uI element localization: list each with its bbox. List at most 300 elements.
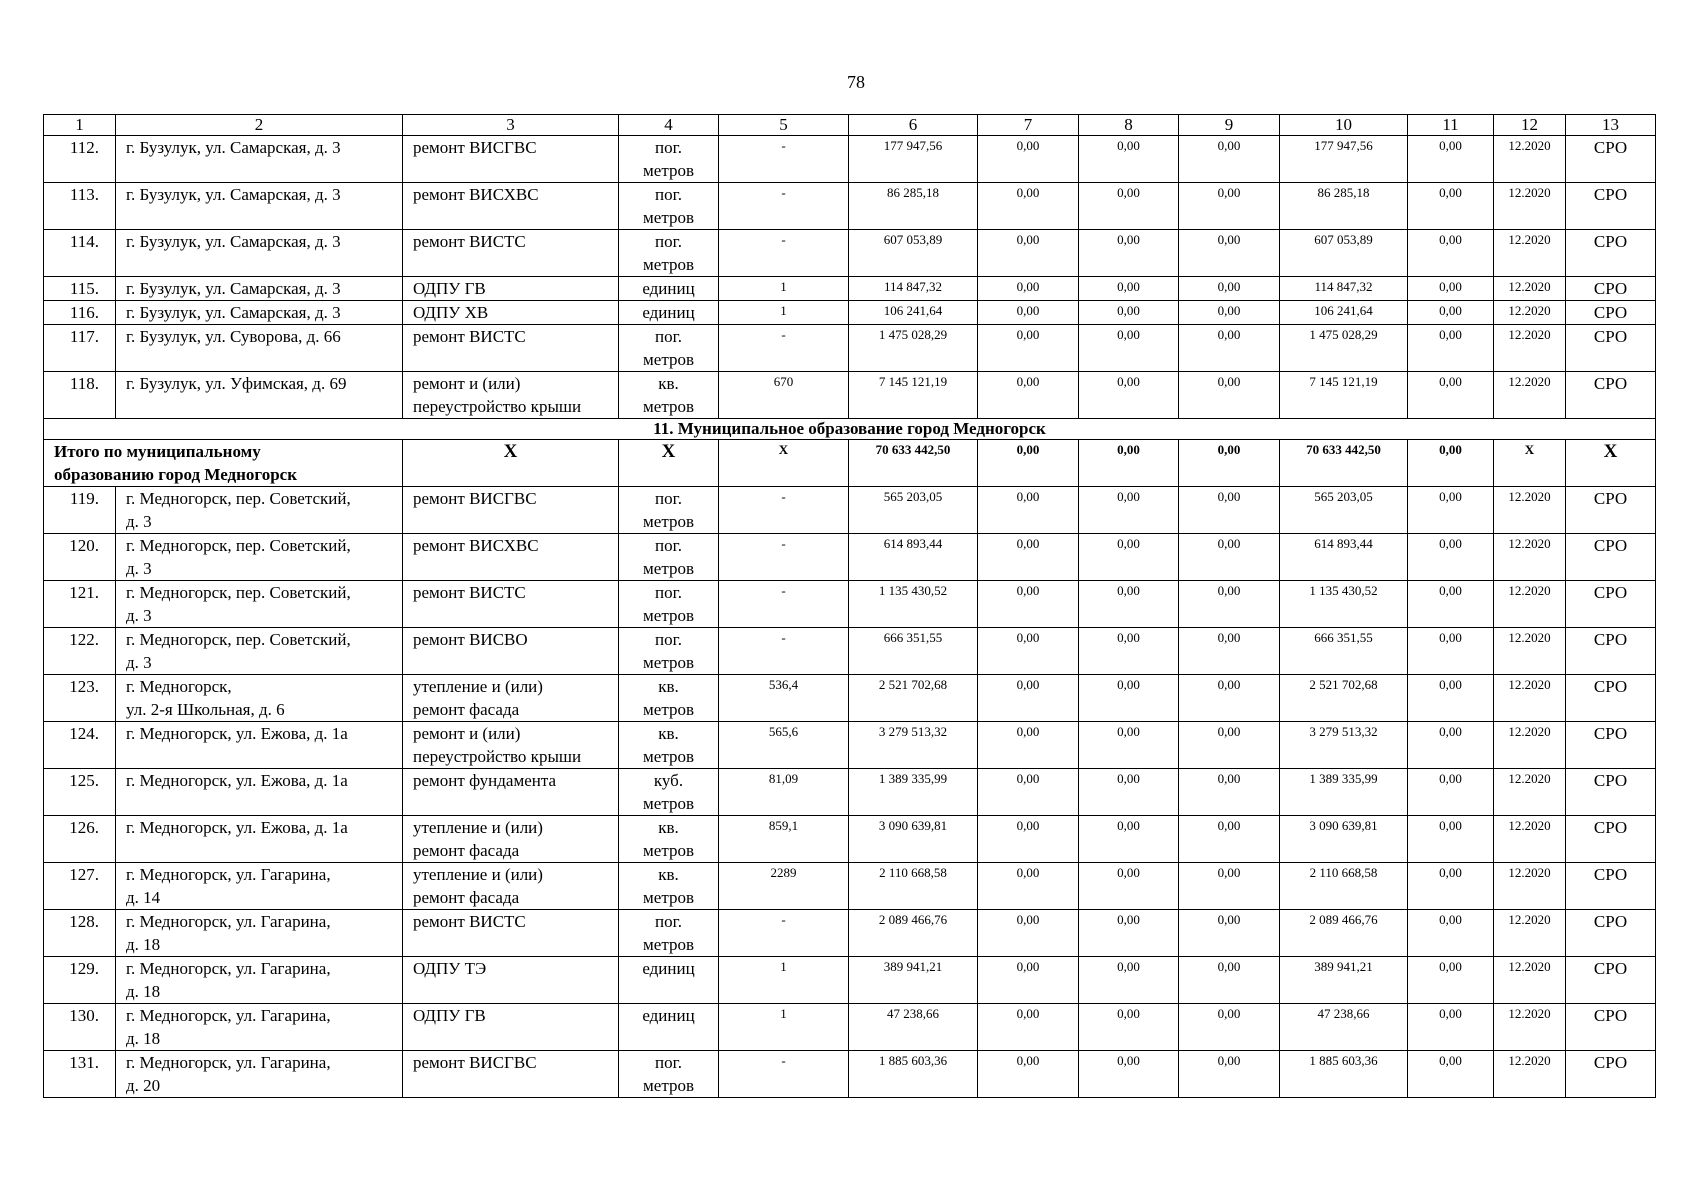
col10-cell: 114 847,32 [1280, 277, 1408, 301]
section-row [44, 419, 1656, 440]
date-cell: 12.2020 [1494, 277, 1566, 301]
quantity-cell: - [719, 230, 849, 277]
unit-cell-line: метров [643, 794, 694, 813]
row-number: 122. [44, 628, 116, 675]
unit-cell [619, 816, 719, 863]
date-cell: 12.2020 [1494, 230, 1566, 277]
address-cell [116, 1004, 403, 1051]
work-type-cell-line: ремонт ВИСВО [413, 630, 528, 649]
work-type-cell-line: ремонт ВИСХВС [413, 536, 539, 555]
address-cell-line: г. Бузулук, ул. Уфимская, д. 69 [126, 374, 347, 393]
section-title: 11. Муниципальное образование город Медногорск [44, 419, 1656, 440]
total-cost-cell: 106 241,64 [849, 301, 978, 325]
total-label [44, 440, 403, 487]
method-cell: СРО [1566, 183, 1656, 230]
header-cell: 2 [116, 115, 403, 136]
col11-cell: 0,00 [1408, 277, 1494, 301]
table-row [44, 183, 1656, 230]
header-cell: 13 [1566, 115, 1656, 136]
work-type-cell-line: ремонт ВИСТС [413, 327, 526, 346]
total-col8: 0,00 [1079, 440, 1179, 487]
quantity-cell: - [719, 136, 849, 183]
method-cell: СРО [1566, 372, 1656, 419]
table-row [44, 487, 1656, 534]
col10-cell: 1 885 603,36 [1280, 1051, 1408, 1098]
col7-cell: 0,00 [978, 136, 1079, 183]
method-cell: СРО [1566, 816, 1656, 863]
unit-cell-line: метров [643, 350, 694, 369]
total-cost-cell: 177 947,56 [849, 136, 978, 183]
row-number: 120. [44, 534, 116, 581]
work-type-cell [403, 325, 619, 372]
unit-cell-line: пог. [655, 327, 682, 346]
unit-cell-line: метров [643, 255, 694, 274]
work-type-cell [403, 957, 619, 1004]
date-cell: 12.2020 [1494, 1051, 1566, 1098]
col8-cell: 0,00 [1079, 769, 1179, 816]
unit-cell-line: пог. [655, 912, 682, 931]
work-plan-table [43, 114, 1656, 1098]
col10-cell: 7 145 121,19 [1280, 372, 1408, 419]
col8-cell: 0,00 [1079, 534, 1179, 581]
unit-cell-line: кв. [658, 374, 679, 393]
col8-cell: 0,00 [1079, 277, 1179, 301]
col7-cell: 0,00 [978, 957, 1079, 1004]
date-cell: 12.2020 [1494, 957, 1566, 1004]
col9-cell: 0,00 [1179, 816, 1280, 863]
header-cell: 9 [1179, 115, 1280, 136]
date-cell: 12.2020 [1494, 1004, 1566, 1051]
row-number: 125. [44, 769, 116, 816]
unit-cell-line: метров [643, 888, 694, 907]
total-col13: X [1566, 440, 1656, 487]
col8-cell: 0,00 [1079, 722, 1179, 769]
total-col5: X [719, 440, 849, 487]
unit-cell-line: метров [643, 935, 694, 954]
table-row [44, 910, 1656, 957]
work-type-cell [403, 230, 619, 277]
method-cell: СРО [1566, 910, 1656, 957]
row-number: 129. [44, 957, 116, 1004]
header-cell: 1 [44, 115, 116, 136]
total-cost-cell: 1 885 603,36 [849, 1051, 978, 1098]
col10-cell: 614 893,44 [1280, 534, 1408, 581]
total-col12: X [1494, 440, 1566, 487]
address-cell [116, 628, 403, 675]
address-cell [116, 301, 403, 325]
row-number: 123. [44, 675, 116, 722]
work-type-cell [403, 769, 619, 816]
total-cost-cell: 114 847,32 [849, 277, 978, 301]
col9-cell: 0,00 [1179, 301, 1280, 325]
col8-cell: 0,00 [1079, 372, 1179, 419]
quantity-cell: 670 [719, 372, 849, 419]
work-type-cell [403, 487, 619, 534]
total-col4: X [619, 440, 719, 487]
work-type-cell [403, 628, 619, 675]
date-cell: 12.2020 [1494, 675, 1566, 722]
unit-cell-line: метров [643, 606, 694, 625]
header-cell: 3 [403, 115, 619, 136]
date-cell: 12.2020 [1494, 910, 1566, 957]
col11-cell: 0,00 [1408, 301, 1494, 325]
row-number: 114. [44, 230, 116, 277]
unit-cell [619, 183, 719, 230]
col11-cell: 0,00 [1408, 675, 1494, 722]
col11-cell: 0,00 [1408, 910, 1494, 957]
unit-cell-line: метров [643, 161, 694, 180]
col9-cell: 0,00 [1179, 910, 1280, 957]
col11-cell: 0,00 [1408, 769, 1494, 816]
unit-cell-line: метров [643, 559, 694, 578]
unit-cell-line: единиц [642, 303, 695, 322]
col11-cell: 0,00 [1408, 534, 1494, 581]
col7-cell: 0,00 [978, 372, 1079, 419]
work-type-cell-line: ремонт фасада [413, 700, 520, 719]
address-cell [116, 675, 403, 722]
unit-cell-line: метров [643, 841, 694, 860]
address-cell [116, 1051, 403, 1098]
method-cell: СРО [1566, 1004, 1656, 1051]
table-row [44, 957, 1656, 1004]
col11-cell: 0,00 [1408, 487, 1494, 534]
work-type-cell-line: переустройство крыши [413, 397, 582, 416]
table-row [44, 722, 1656, 769]
unit-cell-line: куб. [653, 771, 684, 790]
total-cost-cell: 2 521 702,68 [849, 675, 978, 722]
unit-cell-line: пог. [655, 1053, 682, 1072]
row-number: 131. [44, 1051, 116, 1098]
address-cell [116, 910, 403, 957]
work-type-cell-line: утепление и (или) [413, 818, 543, 837]
unit-cell-line: пог. [655, 138, 682, 157]
unit-cell [619, 675, 719, 722]
method-cell: СРО [1566, 581, 1656, 628]
work-type-cell-line: ремонт фасада [413, 888, 520, 907]
col7-cell: 0,00 [978, 1051, 1079, 1098]
address-cell [116, 722, 403, 769]
table-row [44, 230, 1656, 277]
unit-cell-line: пог. [655, 536, 682, 555]
method-cell: СРО [1566, 534, 1656, 581]
work-type-cell-line: ремонт и (или) [413, 724, 521, 743]
header-cell: 10 [1280, 115, 1408, 136]
total-cost-cell: 2 089 466,76 [849, 910, 978, 957]
col11-cell: 0,00 [1408, 628, 1494, 675]
date-cell: 12.2020 [1494, 816, 1566, 863]
total-cost-cell: 1 135 430,52 [849, 581, 978, 628]
col8-cell: 0,00 [1079, 183, 1179, 230]
address-cell-line: д. 3 [126, 606, 152, 625]
row-number: 118. [44, 372, 116, 419]
quantity-cell: 565,6 [719, 722, 849, 769]
unit-cell [619, 372, 719, 419]
table-row [44, 372, 1656, 419]
col11-cell: 0,00 [1408, 136, 1494, 183]
col9-cell: 0,00 [1179, 957, 1280, 1004]
col9-cell: 0,00 [1179, 863, 1280, 910]
col10-cell: 2 521 702,68 [1280, 675, 1408, 722]
quantity-cell: 2289 [719, 863, 849, 910]
method-cell: СРО [1566, 957, 1656, 1004]
col9-cell: 0,00 [1179, 675, 1280, 722]
col11-cell: 0,00 [1408, 325, 1494, 372]
method-cell: СРО [1566, 675, 1656, 722]
address-cell-line: д. 3 [126, 559, 152, 578]
unit-cell-line: кв. [658, 865, 679, 884]
work-type-cell-line: утепление и (или) [413, 865, 543, 884]
col9-cell: 0,00 [1179, 277, 1280, 301]
total-cost-cell: 389 941,21 [849, 957, 978, 1004]
col11-cell: 0,00 [1408, 372, 1494, 419]
work-type-cell-line: ремонт ВИСТС [413, 583, 526, 602]
total-col9: 0,00 [1179, 440, 1280, 487]
unit-cell [619, 230, 719, 277]
unit-cell-line: кв. [658, 818, 679, 837]
row-number: 130. [44, 1004, 116, 1051]
col7-cell: 0,00 [978, 910, 1079, 957]
col8-cell: 0,00 [1079, 487, 1179, 534]
work-type-cell-line: переустройство крыши [413, 747, 582, 766]
total-cost-cell: 47 238,66 [849, 1004, 978, 1051]
col8-cell: 0,00 [1079, 816, 1179, 863]
col7-cell: 0,00 [978, 628, 1079, 675]
work-type-cell [403, 722, 619, 769]
table-row [44, 277, 1656, 301]
address-cell [116, 183, 403, 230]
header-cell: 7 [978, 115, 1079, 136]
address-cell-line: г. Медногорск, пер. Советский, [126, 489, 351, 508]
table-row [44, 675, 1656, 722]
col8-cell: 0,00 [1079, 675, 1179, 722]
address-cell [116, 816, 403, 863]
method-cell: СРО [1566, 277, 1656, 301]
total-cost-cell: 1 389 335,99 [849, 769, 978, 816]
address-cell [116, 277, 403, 301]
method-cell: СРО [1566, 325, 1656, 372]
header-cell: 11 [1408, 115, 1494, 136]
unit-cell [619, 277, 719, 301]
address-cell-line: г. Медногорск, ул. Гагарина, [126, 1006, 331, 1025]
work-type-cell [403, 675, 619, 722]
work-type-cell [403, 863, 619, 910]
row-number: 113. [44, 183, 116, 230]
quantity-cell: 1 [719, 957, 849, 1004]
unit-cell-line: метров [643, 1076, 694, 1095]
method-cell: СРО [1566, 487, 1656, 534]
address-cell-line: г. Медногорск, [126, 677, 232, 696]
work-type-cell-line: утепление и (или) [413, 677, 543, 696]
col7-cell: 0,00 [978, 581, 1079, 628]
row-number: 115. [44, 277, 116, 301]
address-cell-line: ул. 2-я Школьная, д. 6 [126, 700, 285, 719]
total-label-line: образованию город Медногорск [54, 465, 298, 484]
method-cell: СРО [1566, 628, 1656, 675]
unit-cell-line: метров [643, 512, 694, 531]
col9-cell: 0,00 [1179, 628, 1280, 675]
work-type-cell-line: ремонт ВИСГВС [413, 138, 537, 157]
col11-cell: 0,00 [1408, 722, 1494, 769]
row-number: 117. [44, 325, 116, 372]
unit-cell [619, 628, 719, 675]
col7-cell: 0,00 [978, 183, 1079, 230]
table-row [44, 1051, 1656, 1098]
quantity-cell: - [719, 628, 849, 675]
work-type-cell-line: ремонт ВИСТС [413, 232, 526, 251]
address-cell-line: г. Бузулук, ул. Самарская, д. 3 [126, 303, 341, 322]
quantity-cell: - [719, 487, 849, 534]
unit-cell-line: метров [643, 208, 694, 227]
col9-cell: 0,00 [1179, 769, 1280, 816]
col7-cell: 0,00 [978, 1004, 1079, 1051]
unit-cell-line: единиц [642, 1006, 695, 1025]
col8-cell: 0,00 [1079, 1004, 1179, 1051]
total-cost-cell: 3 279 513,32 [849, 722, 978, 769]
col10-cell: 2 110 668,58 [1280, 863, 1408, 910]
col8-cell: 0,00 [1079, 957, 1179, 1004]
col10-cell: 86 285,18 [1280, 183, 1408, 230]
table-row [44, 769, 1656, 816]
col9-cell: 0,00 [1179, 581, 1280, 628]
unit-cell [619, 534, 719, 581]
date-cell: 12.2020 [1494, 722, 1566, 769]
row-number: 112. [44, 136, 116, 183]
date-cell: 12.2020 [1494, 301, 1566, 325]
col7-cell: 0,00 [978, 722, 1079, 769]
col10-cell: 2 089 466,76 [1280, 910, 1408, 957]
address-cell-line: г. Медногорск, пер. Советский, [126, 583, 351, 602]
col10-cell: 607 053,89 [1280, 230, 1408, 277]
unit-cell-line: пог. [655, 630, 682, 649]
date-cell: 12.2020 [1494, 487, 1566, 534]
col7-cell: 0,00 [978, 487, 1079, 534]
col9-cell: 0,00 [1179, 1051, 1280, 1098]
col9-cell: 0,00 [1179, 136, 1280, 183]
total-cost-cell: 86 285,18 [849, 183, 978, 230]
col8-cell: 0,00 [1079, 301, 1179, 325]
address-cell [116, 769, 403, 816]
col9-cell: 0,00 [1179, 722, 1280, 769]
unit-cell [619, 136, 719, 183]
address-cell-line: д. 20 [126, 1076, 161, 1095]
col8-cell: 0,00 [1079, 628, 1179, 675]
work-type-cell-line: ремонт ВИСХВС [413, 185, 539, 204]
date-cell: 12.2020 [1494, 136, 1566, 183]
unit-cell [619, 722, 719, 769]
header-cell: 6 [849, 115, 978, 136]
col7-cell: 0,00 [978, 816, 1079, 863]
method-cell: СРО [1566, 863, 1656, 910]
page-number: 78 [847, 72, 865, 92]
col11-cell: 0,00 [1408, 183, 1494, 230]
col8-cell: 0,00 [1079, 136, 1179, 183]
total-cost-cell: 2 110 668,58 [849, 863, 978, 910]
row-number: 119. [44, 487, 116, 534]
col8-cell: 0,00 [1079, 1051, 1179, 1098]
unit-cell-line: метров [643, 397, 694, 416]
work-type-cell [403, 910, 619, 957]
unit-cell-line: пог. [655, 489, 682, 508]
total-cost-cell: 565 203,05 [849, 487, 978, 534]
address-cell-line: г. Медногорск, ул. Гагарина, [126, 1053, 331, 1072]
col7-cell: 0,00 [978, 534, 1079, 581]
work-type-cell [403, 277, 619, 301]
method-cell: СРО [1566, 1051, 1656, 1098]
table-row [44, 136, 1656, 183]
address-cell [116, 863, 403, 910]
header-cell: 4 [619, 115, 719, 136]
address-cell-line: г. Медногорск, ул. Ежова, д. 1а [126, 771, 348, 790]
col8-cell: 0,00 [1079, 230, 1179, 277]
address-cell-line: г. Медногорск, пер. Советский, [126, 536, 351, 555]
col7-cell: 0,00 [978, 230, 1079, 277]
address-cell-line: д. 14 [126, 888, 161, 907]
row-number: 127. [44, 863, 116, 910]
column-number-header [44, 115, 1656, 136]
total-cost-cell: 7 145 121,19 [849, 372, 978, 419]
table-body [44, 115, 1656, 1098]
col8-cell: 0,00 [1079, 910, 1179, 957]
table-row [44, 325, 1656, 372]
work-type-cell-line: ремонт фундамента [413, 771, 557, 790]
total-cost-cell: 607 053,89 [849, 230, 978, 277]
quantity-cell: - [719, 183, 849, 230]
row-number: 128. [44, 910, 116, 957]
col9-cell: 0,00 [1179, 325, 1280, 372]
address-cell-line: г. Медногорск, ул. Гагарина, [126, 912, 331, 931]
unit-cell-line: метров [643, 747, 694, 766]
total-col10: 70 633 442,50 [1280, 440, 1408, 487]
total-cost-cell: 666 351,55 [849, 628, 978, 675]
col8-cell: 0,00 [1079, 863, 1179, 910]
address-cell [116, 230, 403, 277]
total-col7: 0,00 [978, 440, 1079, 487]
quantity-cell: - [719, 1051, 849, 1098]
address-cell-line: г. Бузулук, ул. Самарская, д. 3 [126, 279, 341, 298]
col8-cell: 0,00 [1079, 325, 1179, 372]
col11-cell: 0,00 [1408, 581, 1494, 628]
quantity-cell: 536,4 [719, 675, 849, 722]
address-cell-line: г. Медногорск, ул. Гагарина, [126, 959, 331, 978]
date-cell: 12.2020 [1494, 769, 1566, 816]
quantity-cell: - [719, 910, 849, 957]
unit-cell-line: единиц [642, 959, 695, 978]
address-cell [116, 325, 403, 372]
col10-cell: 3 090 639,81 [1280, 816, 1408, 863]
total-cost-cell: 3 090 639,81 [849, 816, 978, 863]
row-number: 126. [44, 816, 116, 863]
work-type-cell [403, 581, 619, 628]
address-cell-line: г. Бузулук, ул. Самарская, д. 3 [126, 232, 341, 251]
col11-cell: 0,00 [1408, 816, 1494, 863]
unit-cell [619, 769, 719, 816]
col11-cell: 0,00 [1408, 1004, 1494, 1051]
table-row [44, 534, 1656, 581]
address-cell-line: д. 3 [126, 653, 152, 672]
work-type-cell [403, 183, 619, 230]
work-type-cell-line: ремонт и (или) [413, 374, 521, 393]
col10-cell: 1 475 028,29 [1280, 325, 1408, 372]
address-cell-line: г. Медногорск, пер. Советский, [126, 630, 351, 649]
unit-cell [619, 581, 719, 628]
date-cell: 12.2020 [1494, 372, 1566, 419]
work-type-cell-line: ОДПУ ГВ [413, 279, 486, 298]
address-cell [116, 534, 403, 581]
address-cell-line: г. Бузулук, ул. Самарская, д. 3 [126, 185, 341, 204]
address-cell-line: г. Медногорск, ул. Ежова, д. 1а [126, 818, 348, 837]
work-type-cell [403, 301, 619, 325]
address-cell [116, 372, 403, 419]
